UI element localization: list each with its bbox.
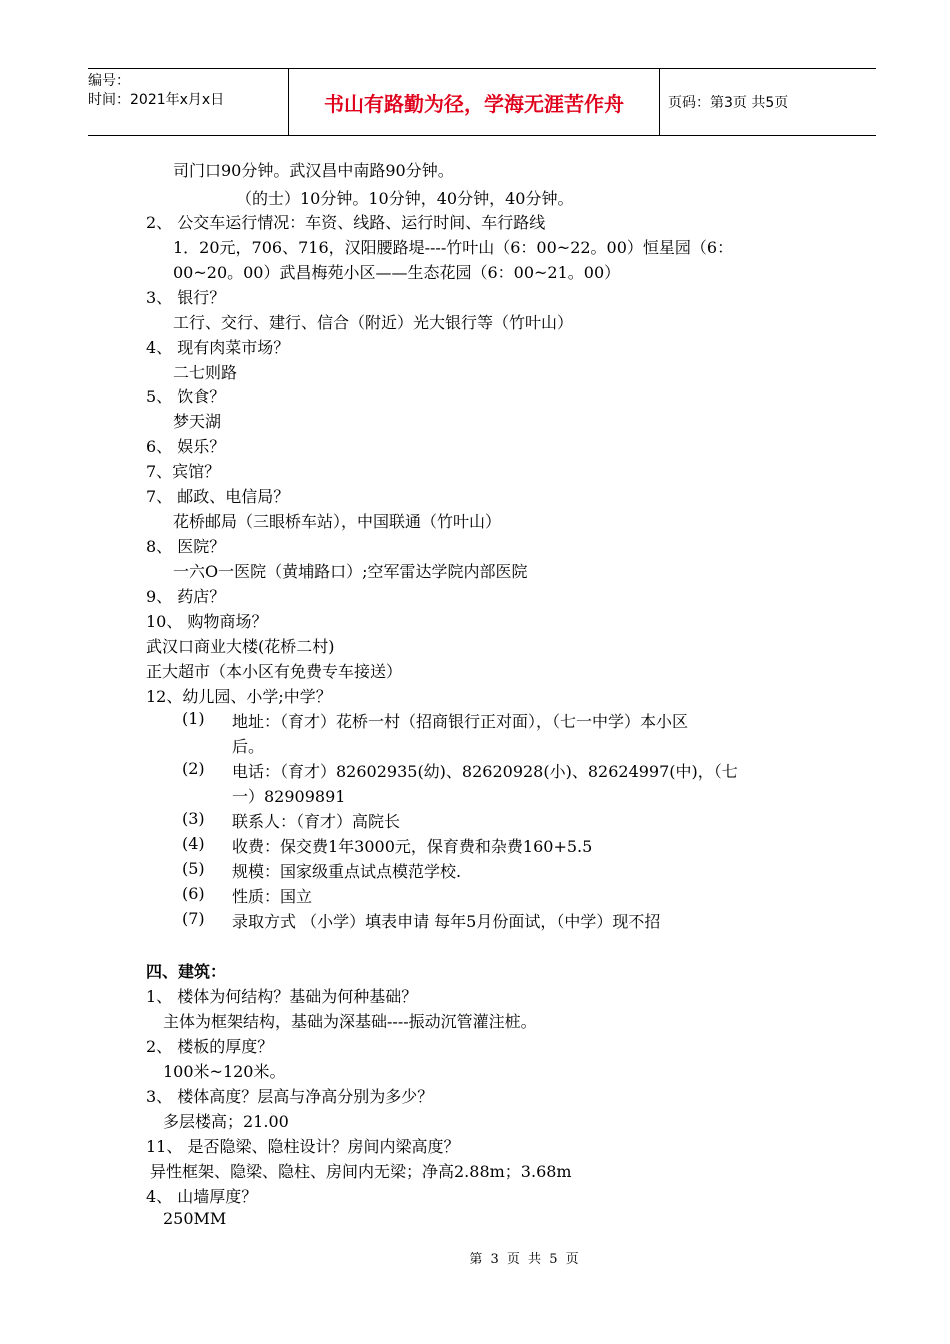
text-line: 司门口90分钟。武汉昌中南路90分钟。 [173, 161, 454, 180]
item-number: (5) [182, 859, 205, 878]
answer-line: 工行、交行、建行、信合（附近）光大银行等（竹叶山） [173, 313, 574, 332]
answer-line: 梦天湖 [173, 412, 222, 431]
header-motto: 书山有路勤为径，学海无涯苦作舟 [288, 69, 660, 135]
item-text: 联系人：（育才）高院长 [232, 812, 401, 831]
list-question: 10、 购物商场？ [146, 612, 268, 631]
item-text: 规模：国家级重点试点模范学校. [232, 862, 462, 881]
header-page-label: 页码：第3页 共5页 [668, 95, 789, 111]
item-number: (7) [182, 909, 205, 928]
item-text: 录取方式 （小学）填表申请 每年5月份面试，（中学）现不招 [232, 912, 661, 931]
item-text-cont: 后。 [232, 737, 265, 756]
text-line: 1．20元，706、716，汉阳腰路堤----竹叶山（6：00~22。00）恒星园（6： [173, 238, 734, 257]
time-label: 时间：2021年x月x日 [88, 92, 225, 108]
list-question: 2、 公交车运行情况：车资、线路、运行时间、车行路线 [146, 213, 546, 232]
answer-line: 主体为框架结构，基础为深基础----振动沉管灌注桩。 [163, 1012, 537, 1031]
item-text: 收费：保交费1年3000元，保育费和杂费160+5.5 [232, 837, 593, 856]
item-text-cont: 一）82909891 [232, 787, 346, 806]
list-question: 11、 是否隐梁、隐柱设计？房间内梁高度？ [146, 1137, 460, 1156]
list-question: 9、 药店？ [146, 587, 226, 606]
list-question: 5、 饮食？ [146, 387, 226, 406]
item-number: (2) [182, 759, 205, 778]
item-number: (6) [182, 884, 205, 903]
list-question: 7、 邮政、电信局？ [146, 487, 290, 506]
list-question: 12、幼儿园、小学;中学？ [146, 687, 332, 706]
list-question: 1、 楼体为何结构？基础为何种基础？ [146, 987, 418, 1006]
answer-line: 异性框架、隐梁、隐柱、房间内无梁；净高2.88m；3.68m [150, 1162, 572, 1181]
list-question: 3、 楼体高度？层高与净高分别为多少？ [146, 1087, 434, 1106]
code-label: 编号： [88, 73, 130, 89]
list-question: 6、 娱乐？ [146, 437, 226, 456]
page-footer: 第 3 页 共 5 页 [469, 1252, 581, 1267]
answer-line: 正大超市（本小区有免费专车接送） [146, 662, 403, 681]
answer-line: 多层楼高；21.00 [163, 1112, 289, 1131]
item-text: 电话：（育才）82602935(幼)、82620928(小)、82624997(中)，（七 [232, 762, 738, 781]
answer-line: 一六O一医院（黄埔路口）;空军雷达学院内部医院 [173, 562, 528, 581]
answer-line: 花桥邮局（三眼桥车站），中国联通（竹叶山） [173, 512, 502, 531]
page-header [88, 68, 876, 136]
list-question: 7、宾馆？ [146, 462, 221, 481]
list-question: 4、 山墙厚度？ [146, 1187, 258, 1206]
item-text: 性质：国立 [232, 887, 313, 906]
answer-line: 250MM [163, 1209, 227, 1228]
answer-line: 100米~120米。 [163, 1062, 286, 1081]
list-question: 3、 银行？ [146, 288, 226, 307]
item-number: (1) [182, 709, 205, 728]
text-line: （的士）10分钟。10分钟，40分钟，40分钟。 [236, 189, 574, 208]
text-line: 00~20。00）武昌梅苑小区——生态花园（6：00~21。00） [173, 263, 621, 282]
item-text: 地址：（育才）花桥一村（招商银行正对面），（七一中学）本小区 [232, 712, 689, 731]
list-question: 4、 现有肉菜市场？ [146, 338, 290, 357]
list-question: 2、 楼板的厚度？ [146, 1037, 274, 1056]
header-meta [88, 69, 288, 138]
section-heading: 四、建筑： [146, 962, 227, 981]
answer-line: 武汉口商业大楼(花桥二村) [146, 637, 335, 656]
list-question: 8、 医院？ [146, 537, 226, 556]
item-number: (3) [182, 809, 205, 828]
item-number: (4) [182, 834, 205, 853]
answer-line: 二七则路 [173, 363, 238, 382]
